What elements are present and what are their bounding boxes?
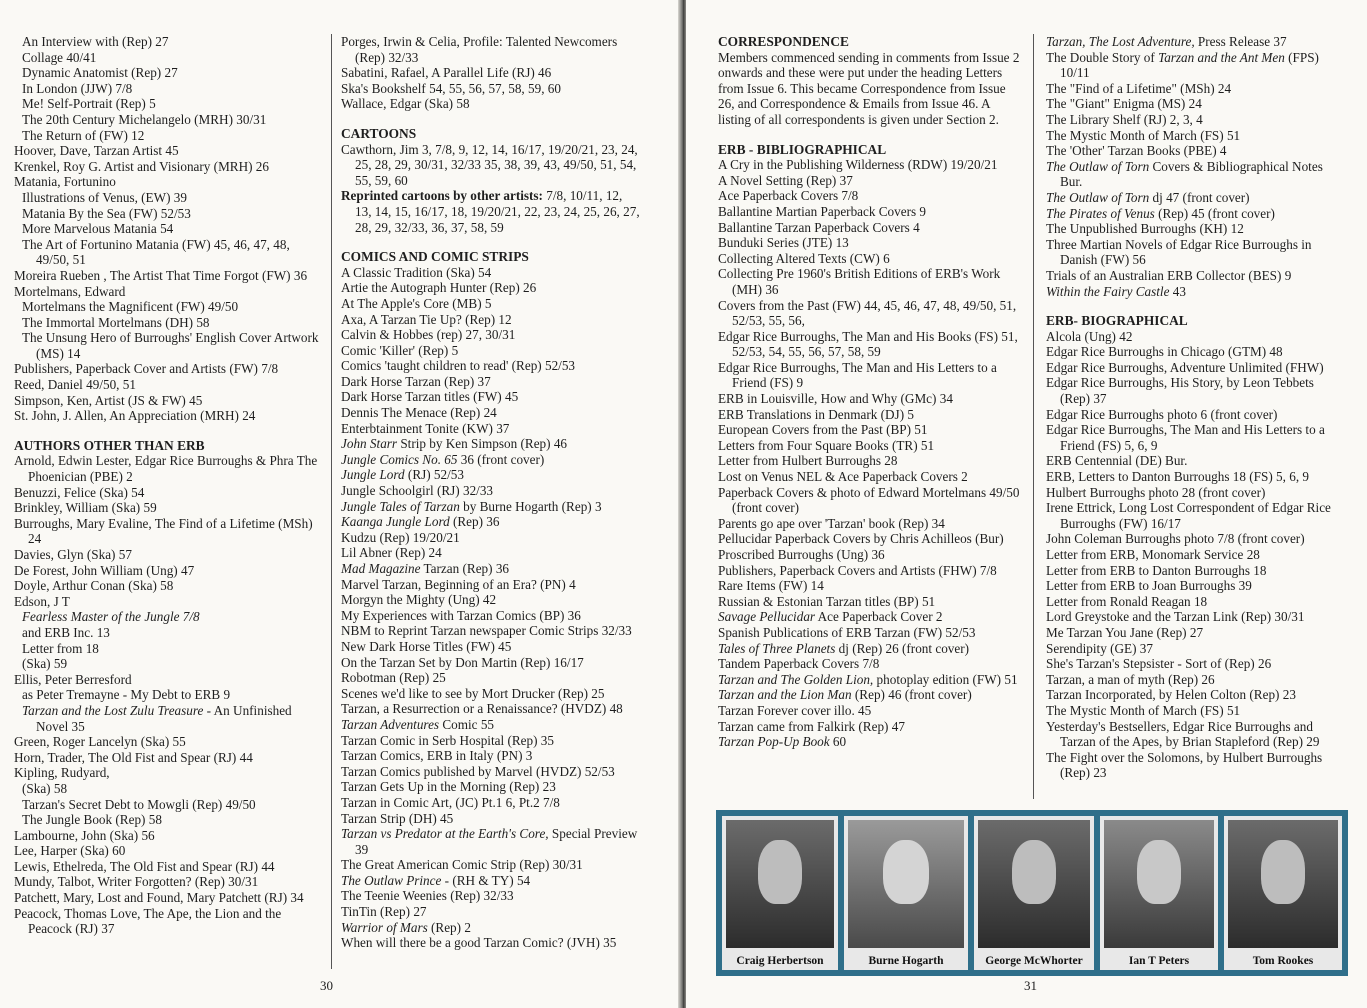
- index-entry: Warrior of Mars (Rep) 2: [341, 919, 471, 935]
- index-entry: Dark Horse Tarzan (Rep) 37: [341, 373, 491, 389]
- section-gap: [341, 112, 641, 126]
- index-entry: Hulbert Burroughs photo 28 (front cover): [1046, 484, 1266, 500]
- index-entry: Davies, Glyn (Ska) 57: [14, 547, 132, 562]
- section-heading: CARTOONS: [341, 125, 417, 141]
- index-entry: Lee, Harper (Ska) 60: [14, 843, 126, 859]
- index-entry: Me! Self-Portrait (Rep) 5: [22, 96, 156, 112]
- index-entry: ERB Translations in Denmark (DJ) 5: [718, 406, 914, 422]
- section-gap: [718, 128, 1020, 142]
- index-entry: The Return of (FW) 12: [22, 127, 145, 143]
- index-entry: Tarzan and the Lion Man (Rep) 46 (front cover): [718, 687, 972, 703]
- index-entry: Jungle Comics No. 65 36 (front cover): [341, 451, 545, 467]
- index-entry: Comics 'taught children to read' (Rep) 52/53: [341, 358, 576, 374]
- index-entry: Spanish Publications of ERB Tarzan (FW) 52/53: [718, 624, 976, 640]
- index-entry: The Art of Fortunino Matania (FW) 45, 46, 47, 48, 49/50, 51: [22, 236, 290, 268]
- index-entry: Publishers, Paperback Covers and Artists (FHW) 7/8: [718, 562, 997, 578]
- index-entry: Tarzan Strip (DH) 45: [341, 810, 454, 826]
- index-entry: Axa, A Tarzan Tie Up? (Rep) 12: [341, 311, 512, 327]
- index-entry: When will there be a good Tarzan Comic? (JVH) 35: [341, 935, 617, 951]
- index-entry: Tarzan and the Lost Zulu Treasure - An Unfinished Novel 35: [22, 702, 292, 734]
- index-entry: Calvin & Hobbes (rep) 27, 30/31: [341, 327, 516, 343]
- section-heading: AUTHORS OTHER THAN ERB: [14, 437, 205, 453]
- index-entry: Edgar Rice Burroughs, The Man and His Letters to a Friend (FS) 9: [718, 359, 997, 391]
- photo-portrait: [974, 816, 1094, 970]
- index-entry: Arnold, Edwin Lester, Edgar Rice Burroughs & Phra The Phoenician (PBE) 2: [14, 453, 318, 485]
- index-entry: and ERB Inc. 13: [22, 624, 110, 640]
- index-entry: Trials of an Australian ERB Collector (BES) 9: [1046, 267, 1292, 283]
- index-entry: Edgar Rice Burroughs in Chicago (GTM) 48: [1046, 344, 1283, 360]
- index-entry: Porges, Irwin & Celia, Profile: Talented Newcomers (Rep) 32/33: [341, 34, 618, 65]
- index-entry: Tarzan Incorporated, by Helen Colton (Rep) 23: [1046, 687, 1296, 703]
- index-entry: Tarzan in Comic Art, (JC) Pt.1 6, Pt.2 7/8: [341, 794, 560, 810]
- index-entry: Letter from ERB to Joan Burroughs 39: [1046, 578, 1252, 594]
- index-entry: Hoover, Dave, Tarzan Artist 45: [14, 143, 179, 159]
- index-entry: Letter from ERB, Monomark Service 28: [1046, 547, 1260, 562]
- index-entry: Lambourne, John (Ska) 56: [14, 827, 155, 843]
- index-entry: Horn, Trader, The Old Fist and Spear (RJ) 44: [14, 749, 253, 765]
- index-entry: Fearless Master of the Jungle 7/8: [22, 609, 200, 625]
- index-entry: Cawthorn, Jim 3, 7/8, 9, 12, 14, 16/17, 19/20/21, 23, 24, 25, 28, 29, 30/31, 32/33 35, 38, 39, 43, 49/50, 51, 54, 55, 59, 60: [341, 141, 638, 188]
- index-entry: Jungle Schoolgirl (RJ) 32/33: [341, 483, 494, 499]
- index-entry: Tarzan Comics published by Marvel (HVDZ) 52/53: [341, 763, 615, 779]
- index-entry: Edson, J T: [14, 593, 70, 609]
- section-heading: COMICS AND COMIC STRIPS: [341, 249, 529, 265]
- section-note: Members commenced sending in comments from Issue 2 onwards and these were put under the heading Letters from Issue 6. This became Correspondence from Issue 26, and Correspondence & Emails from Issue 46. A listing of all correspondents is given under Section 2.: [718, 49, 1020, 127]
- column-divider: [1033, 34, 1034, 799]
- index-entry: Collecting Altered Texts (CW) 6: [718, 250, 890, 266]
- index-entry: Moreira Rueben , The Artist That Time Forgot (FW) 36: [14, 267, 308, 283]
- index-entry: ERB in Louisville, How and Why (GMc) 34: [718, 391, 953, 407]
- index-entry: An Interview with (Rep) 27: [22, 34, 169, 49]
- index-entry: Collage 40/41: [22, 49, 97, 65]
- index-entry: Tarzan, a Resurrection or a Renaissance? (HVDZ) 48: [341, 701, 623, 717]
- index-entry: Tarzan and The Golden Lion, photoplay edition (FW) 51: [718, 671, 1018, 687]
- index-entry: Edgar Rice Burroughs, The Man and His Letters to a Friend (FS) 5, 6, 9: [1046, 422, 1325, 453]
- index-entry: A Novel Setting (Rep) 37: [718, 172, 853, 188]
- index-entry: Comic 'Killer' (Rep) 5: [341, 342, 459, 358]
- index-entry: The Pirates of Venus (Rep) 45 (front cover): [1046, 205, 1275, 221]
- index-entry: Within the Fairy Castle 43: [1046, 283, 1186, 299]
- index-entry: Yesterday's Bestsellers, Edgar Rice Burroughs and Tarzan of the Apes, by Brian Stapleford (Rep) 29: [1046, 718, 1320, 750]
- index-entry: Dynamic Anatomist (Rep) 27: [22, 65, 178, 81]
- index-entry: Tarzan's Secret Debt to Mowgli (Rep) 49/50: [22, 796, 256, 812]
- index-entry: In London (JJW) 7/8: [22, 80, 133, 96]
- photo-caption: Craig Herbertson: [736, 955, 824, 967]
- index-entry: Parents go ape over 'Tarzan' book (Rep) 34: [718, 515, 945, 531]
- index-entry: Russian & Estonian Tarzan titles (BP) 51: [718, 593, 936, 609]
- index-entry: Mundy, Talbot, Writer Forgotten? (Rep) 30/31: [14, 874, 259, 890]
- section-heading: ERB- BIOGRAPHICAL: [1046, 313, 1188, 329]
- index-entry: Kipling, Rudyard,: [14, 765, 110, 781]
- index-entry: She's Tarzan's Stepsister - Sort of (Rep) 26: [1046, 656, 1272, 672]
- index-entry: Kudzu (Rep) 19/20/21: [341, 529, 460, 545]
- index-entry: Proscribed Burroughs (Ung) 36: [718, 547, 885, 562]
- index-entry: Lost on Venus NEL & Ace Paperback Covers 2: [718, 469, 968, 485]
- index-entry: Brinkley, William (Ska) 59: [14, 500, 157, 516]
- section-gap: [14, 424, 319, 438]
- index-entry: Alcola (Ung) 42: [1046, 328, 1133, 344]
- index-entry: Tarzan Comics, ERB in Italy (PN) 3: [341, 748, 533, 764]
- index-entry: Ballantine Martian Paperback Covers 9: [718, 203, 927, 219]
- photo-caption: Burne Hogarth: [868, 955, 944, 967]
- index-entry: European Covers from the Past (BP) 51: [718, 422, 928, 438]
- index-entry: Edgar Rice Burroughs, Adventure Unlimited (FHW): [1046, 359, 1324, 375]
- index-entry: Publishers, Paperback Cover and Artists (FW) 7/8: [14, 361, 279, 377]
- section-gap: [1046, 299, 1346, 313]
- index-entry: The Double Story of Tarzan and the Ant Men (FPS) 10/11: [1046, 49, 1319, 81]
- index-entry: Enterbtainment Tonite (KW) 37: [341, 420, 510, 436]
- index-entry: Tarzan Adventures Comic 55: [341, 716, 495, 732]
- index-entry: Letter from 18: [22, 640, 99, 656]
- index-entry: Mortelmans, Edward: [14, 283, 126, 299]
- index-entry: The Great American Comic Strip (Rep) 30/31: [341, 857, 583, 873]
- index-entry: At The Apple's Core (MB) 5: [341, 295, 492, 311]
- index-entry: Simpson, Ken, Artist (JS & FW) 45: [14, 392, 203, 408]
- index-entry: A Cry in the Publishing Wilderness (RDW) 19/20/21: [718, 157, 998, 173]
- index-entry: Reprinted cartoons by other artists: 7/8, 10/11, 12, 13, 14, 15, 16/17, 18, 19/20/21, 22, 23, 24, 25, 26, 27, 28, 29, 32/33, 36, 37, 58, 59: [341, 188, 640, 235]
- index-entry: My Experiences with Tarzan Comics (BP) 36: [341, 607, 581, 623]
- index-entry: Benuzzi, Felice (Ska) 54: [14, 484, 145, 500]
- index-entry: The Outlaw of Torn dj 47 (front cover): [1046, 189, 1250, 205]
- photo-portrait: [1100, 816, 1218, 970]
- index-entry: Letters from Four Square Books (TR) 51: [718, 437, 935, 453]
- left-page: [0, 0, 680, 1008]
- index-entry: The Teenie Weenies (Rep) 32/33: [341, 888, 514, 904]
- index-entry: Ska's Bookshelf 54, 55, 56, 57, 58, 59, 60: [341, 80, 561, 96]
- index-entry: TinTin (Rep) 27: [341, 904, 427, 920]
- photo-caption: Ian T Peters: [1128, 955, 1190, 967]
- index-entry: Lil Abner (Rep) 24: [341, 545, 442, 561]
- index-entry: Robotman (Rep) 25: [341, 670, 446, 686]
- index-entry: The Outlaw Prince - (RH & TY) 54: [341, 872, 531, 888]
- index-entry: Tarzan, The Lost Adventure, Press Release 37: [1046, 34, 1287, 49]
- index-entry: Edgar Rice Burroughs, His Story, by Leon Tebbets (Rep) 37: [1046, 375, 1314, 407]
- index-entry: Covers from the Past (FW) 44, 45, 46, 47, 48, 49/50, 51, 52/53, 55, 56,: [718, 297, 1017, 329]
- index-entry: Matania, Fortunino: [14, 174, 116, 190]
- index-entry: A Classic Tradition (Ska) 54: [341, 264, 492, 280]
- index-entry: Tarzan Gets Up in the Morning (Rep) 23: [341, 779, 556, 795]
- index-entry: John Coleman Burroughs photo 7/8 (front cover): [1046, 531, 1305, 547]
- index-entry: Illustrations of Venus, (EW) 39: [22, 189, 187, 205]
- index-entry: Jungle Lord (RJ) 52/53: [341, 467, 464, 483]
- index-column-2: [341, 34, 641, 951]
- photo-caption: George McWhorter: [985, 955, 1083, 967]
- index-entry: (Ska) 59: [22, 656, 68, 672]
- index-entry: The Unsung Hero of Burroughs' English Cover Artwork (MS) 14: [22, 330, 319, 361]
- photo-portrait: [1224, 816, 1342, 970]
- section-gap: [341, 235, 641, 249]
- index-entry: Artie the Autograph Hunter (Rep) 26: [341, 280, 537, 296]
- index-entry: The Mystic Month of March (FS) 51: [1046, 127, 1241, 143]
- index-entry: Kaanga Jungle Lord (Rep) 36: [341, 514, 500, 530]
- left-page-number: 30: [320, 978, 333, 993]
- index-entry: Tarzan vs Predator at the Earth's Core, Special Preview 39: [341, 826, 638, 857]
- index-entry: Tarzan Comic in Serb Hospital (Rep) 35: [341, 732, 554, 748]
- index-entry: Me Tarzan You Jane (Rep) 27: [1046, 624, 1204, 640]
- column-divider: [331, 34, 332, 969]
- index-entry: Patchett, Mary, Lost and Found, Mary Patchett (RJ) 34: [14, 890, 304, 906]
- index-entry: Burroughs, Mary Evaline, The Find of a Lifetime (MSh) 24: [14, 515, 313, 547]
- right-page-number: 31: [1024, 978, 1037, 993]
- section-heading: ERB - BIBLIOGRAPHICAL: [718, 141, 887, 157]
- index-entry: Tales of Three Planets dj (Rep) 26 (front cover): [718, 640, 970, 656]
- index-entry: Paperback Covers & photo of Edward Mortelmans 49/50 (front cover): [718, 484, 1020, 516]
- index-entry: Collecting Pre 1960's British Editions of ERB's Work (MH) 36: [718, 266, 1001, 297]
- index-entry: Savage Pellucidar Ace Paperback Cover 2: [718, 609, 943, 625]
- index-entry: The Outlaw of Torn Covers & Bibliographical Notes Bur.: [1046, 158, 1323, 190]
- index-entry: The Immortal Mortelmans (DH) 58: [22, 314, 210, 330]
- index-column-1: [14, 34, 319, 937]
- index-entry: Mad Magazine Tarzan (Rep) 36: [341, 561, 510, 576]
- index-entry: Lord Greystoke and the Tarzan Link (Rep) 30/31: [1046, 609, 1305, 625]
- index-entry: Morgyn the Mighty (Ung) 42: [341, 592, 497, 608]
- index-entry: De Forest, John William (Ung) 47: [14, 562, 195, 578]
- index-entry: Letter from ERB to Danton Burroughs 18: [1046, 562, 1267, 578]
- index-entry: Three Martian Novels of Edgar Rice Burroughs in Danish (FW) 56: [1046, 236, 1312, 268]
- index-entry: Reed, Daniel 49/50, 51: [14, 377, 136, 393]
- index-entry: Lewis, Ethelreda, The Old Fist and Spear (RJ) 44: [14, 858, 275, 874]
- section-heading: CORRESPONDENCE: [718, 34, 849, 49]
- index-entry: Letter from Hulbert Burroughs 28: [718, 453, 898, 469]
- index-entry: The 20th Century Michelangelo (MRH) 30/31: [22, 111, 267, 127]
- index-entry: Scenes we'd like to see by Mort Drucker (Rep) 25: [341, 685, 605, 701]
- photo-portrait: [844, 816, 968, 970]
- index-entry: Dark Horse Tarzan titles (FW) 45: [341, 389, 519, 405]
- index-entry: Pellucidar Paperback Covers by Chris Achilleos (Bur): [718, 531, 1004, 547]
- index-entry: ERB Centennial (DE) Bur.: [1046, 453, 1188, 469]
- index-entry: Tarzan Forever cover illo. 45: [718, 702, 872, 718]
- index-entry: The Mystic Month of March (FS) 51: [1046, 702, 1241, 718]
- index-column-3: [718, 34, 1020, 750]
- photo-strip: [716, 810, 1348, 976]
- index-entry: Doyle, Arthur Conan (Ska) 58: [14, 578, 174, 594]
- index-entry: Jungle Tales of Tarzan by Burne Hogarth (Rep) 3: [341, 498, 602, 514]
- index-entry: Krenkel, Roy G. Artist and Visionary (MRH) 26: [14, 158, 269, 174]
- photo-caption: Tom Rookes: [1252, 955, 1314, 967]
- index-entry: ERB, Letters to Danton Burroughs 18 (FS) 5, 6, 9: [1046, 469, 1310, 485]
- index-entry: Matania By the Sea (FW) 52/53: [22, 205, 191, 221]
- index-entry: The 'Other' Tarzan Books (PBE) 4: [1046, 143, 1227, 159]
- index-entry: Green, Roger Lancelyn (Ska) 55: [14, 734, 186, 750]
- index-entry: The Fight over the Solomons, by Hulbert Burroughs (Rep) 23: [1046, 749, 1323, 781]
- index-entry: Dennis The Menace (Rep) 24: [341, 405, 497, 421]
- index-entry: Edgar Rice Burroughs photo 6 (front cover): [1046, 406, 1278, 422]
- index-entry: Tarzan, a man of myth (Rep) 26: [1046, 671, 1215, 687]
- index-entry: The "Find of a Lifetime" (MSh) 24: [1046, 80, 1232, 96]
- index-entry: NBM to Reprint Tarzan newspaper Comic Strips 32/33: [341, 623, 632, 639]
- index-entry: Letter from Ronald Reagan 18: [1046, 593, 1208, 609]
- index-entry: Ace Paperback Covers 7/8: [718, 188, 859, 204]
- index-entry: On the Tarzan Set by Don Martin (Rep) 16/17: [341, 654, 584, 670]
- index-entry: Ballantine Tarzan Paperback Covers 4: [718, 219, 920, 235]
- index-entry: Tarzan came from Falkirk (Rep) 47: [718, 718, 905, 734]
- index-entry: Tandem Paperback Covers 7/8: [718, 656, 880, 672]
- index-entry: The Library Shelf (RJ) 2, 3, 4: [1046, 111, 1203, 127]
- index-entry: St. John, J. Allen, An Appreciation (MRH) 24: [14, 408, 256, 424]
- index-entry: Tarzan Pop-Up Book 60: [718, 734, 847, 750]
- index-entry: The "Giant" Enigma (MS) 24: [1046, 96, 1202, 112]
- photo-portrait: [722, 816, 838, 970]
- index-entry: More Marvelous Matania 54: [22, 221, 174, 237]
- index-entry: Edgar Rice Burroughs, The Man and His Books (FS) 51, 52/53, 54, 55, 56, 57, 58, 59: [718, 328, 1018, 360]
- index-entry: Wallace, Edgar (Ska) 58: [341, 96, 470, 112]
- index-entry: New Dark Horse Titles (FW) 45: [341, 638, 512, 654]
- index-entry: Mortelmans the Magnificent (FW) 49/50: [22, 299, 239, 315]
- index-entry: John Starr Strip by Ken Simpson (Rep) 46: [341, 436, 568, 452]
- index-entry: Rare Items (FW) 14: [718, 578, 824, 594]
- index-entry: Marvel Tarzan, Beginning of an Era? (PN) 4: [341, 576, 576, 592]
- index-entry: as Peter Tremayne - My Debt to ERB 9: [22, 687, 231, 703]
- index-entry: The Unpublished Burroughs (KH) 12: [1046, 221, 1244, 237]
- index-entry: Irene Ettrick, Long Lost Correspondent of Edgar Rice Burroughs (FW) 16/17: [1046, 500, 1331, 531]
- index-entry: Sabatini, Rafael, A Parallel Life (RJ) 46: [341, 65, 552, 81]
- index-column-4: [1046, 34, 1346, 781]
- index-entry: Bunduki Series (JTE) 13: [718, 235, 849, 251]
- index-entry: (Ska) 58: [22, 780, 68, 796]
- index-entry: The Jungle Book (Rep) 58: [22, 812, 162, 828]
- index-entry: Peacock, Thomas Love, The Ape, the Lion and the Peacock (RJ) 37: [14, 905, 282, 937]
- index-entry: Ellis, Peter Berresford: [14, 671, 132, 687]
- index-entry: Serendipity (GE) 37: [1046, 640, 1153, 656]
